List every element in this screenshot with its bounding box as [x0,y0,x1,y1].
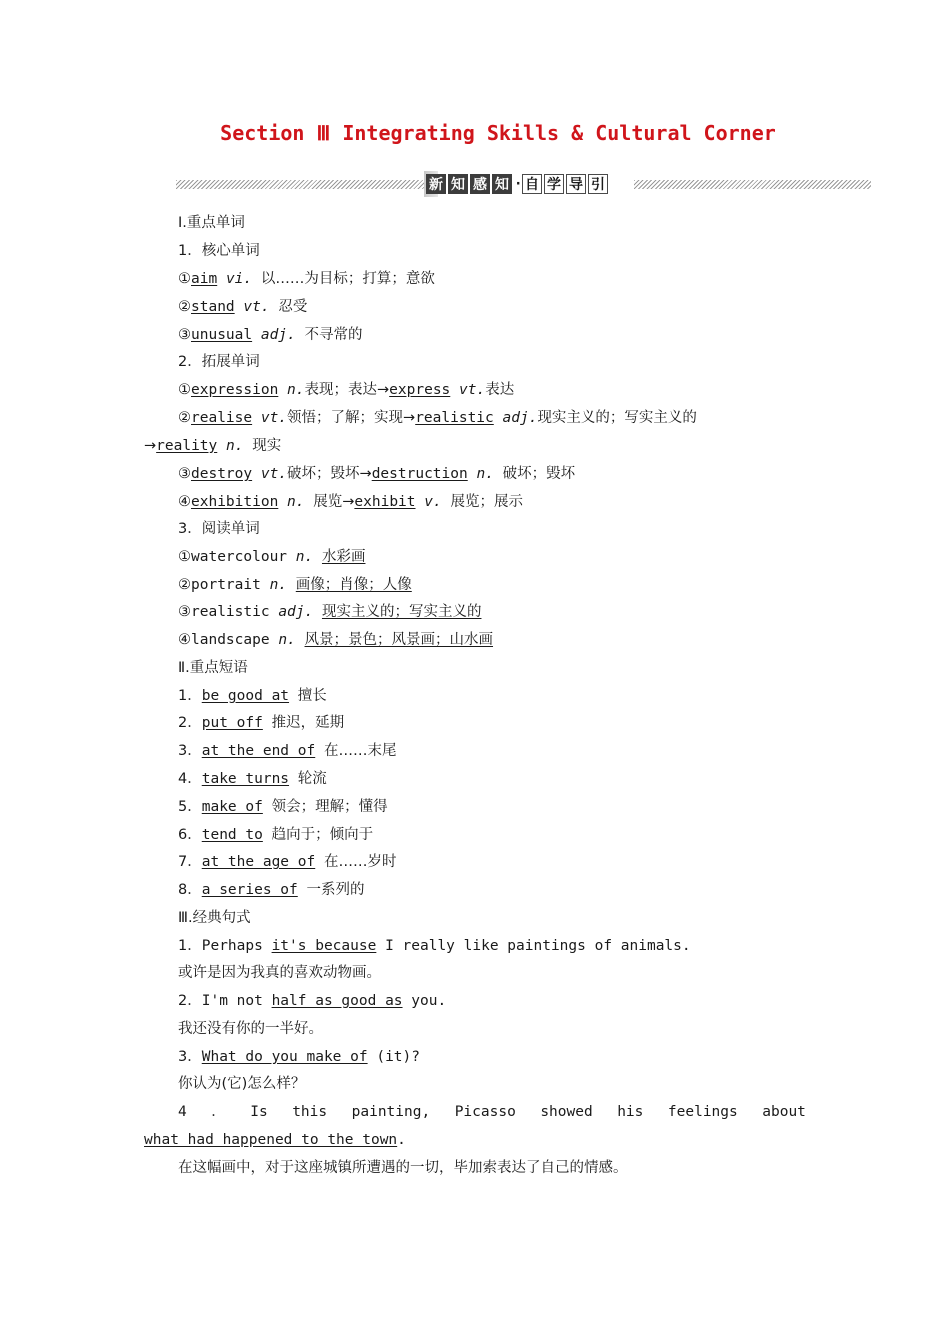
ext-word-item: ④exhibition n. 展览→exhibit v. 展览；展示 [178,494,523,510]
ext-word-item: ①expression n.表现；表达→express vt.表达 [178,382,515,398]
phrase-item: 1．be good at 擅长 [178,688,327,704]
read-word-item: ②portrait n. 画像；肖像；人像 [178,577,412,593]
phrase-item: 4．take turns 轮流 [178,771,327,787]
phrase-item: 2．put off 推迟，延期 [178,715,345,731]
sub-heading: 1．核心单词 [178,243,260,259]
core-word-item: ①aim vi. 以……为目标；打算；意欲 [178,271,435,287]
core-word-item: ②stand vt. 忍受 [178,299,308,315]
read-word-item: ④landscape n. 风景；景色；风景画；山水画 [178,632,494,648]
banner-hatch-left [176,180,424,189]
core-word-item: ③unusual adj. 不寻常的 [178,327,363,343]
banner-char: 引 [588,174,608,194]
phrase-item: 3．at the end of 在……末尾 [178,743,397,759]
phrase-item: 7．at the age of 在……岁时 [178,854,397,870]
section-heading: Ⅰ.重点单词 [178,215,245,231]
banner-char: 新 [426,174,446,194]
banner-char: 学 [544,174,564,194]
sentence-continuation: what had happened to the town. [144,1132,406,1148]
banner-hatch-right [634,180,871,189]
sentence-item: 4 ． Is this painting, Picasso showed his feelings about [178,1104,806,1120]
banner-badges [426,171,610,197]
sentence-translation: 我还没有你的一半好。 [178,1021,323,1037]
sentence-translation: 在这幅画中，对于这座城镇所遭遇的一切，毕加索表达了自己的情感。 [178,1160,628,1176]
banner-char: 导 [566,174,586,194]
section-banner [176,171,871,197]
banner-separator: · [514,176,523,192]
banner-char: 感 [470,174,490,194]
page-title: Section Ⅲ Integrating Skills & Cultural Corner [220,121,776,145]
ext-word-continuation: →reality n. 现实 [144,438,282,454]
banner-char: 知 [492,174,512,194]
sub-heading: 2．拓展单词 [178,354,260,370]
ext-word-item: ②realise vt.领悟；了解；实现→realistic adj.现实主义的；写实主义的 [178,410,697,426]
sub-heading: 3．阅读单词 [178,521,260,537]
phrase-item: 5．make of 领会；理解；懂得 [178,799,388,815]
sentence-item: 2．I'm not half as good as you. [178,993,447,1009]
sentence-translation: 或许是因为我真的喜欢动物画。 [178,965,381,981]
banner-char: 知 [448,174,468,194]
read-word-item: ③realistic adj. 现实主义的；写实主义的 [178,604,482,620]
read-word-item: ①watercolour n. 水彩画 [178,549,366,565]
ext-word-item: ③destroy vt.破坏；毁坏→destruction n. 破坏；毁坏 [178,466,576,482]
sentence-item: 1．Perhaps it's because I really like paintings of animals. [178,938,691,954]
banner-char: 自 [522,174,542,194]
section-heading: Ⅲ.经典句式 [178,910,251,926]
sentence-item: 3．What do you make of (it)? [178,1049,420,1065]
phrase-item: 6．tend to 趋向于；倾向于 [178,827,374,843]
phrase-item: 8．a series of 一系列的 [178,882,365,898]
sentence-translation: 你认为(它)怎么样？ [178,1076,306,1092]
section-heading: Ⅱ.重点短语 [178,660,248,676]
